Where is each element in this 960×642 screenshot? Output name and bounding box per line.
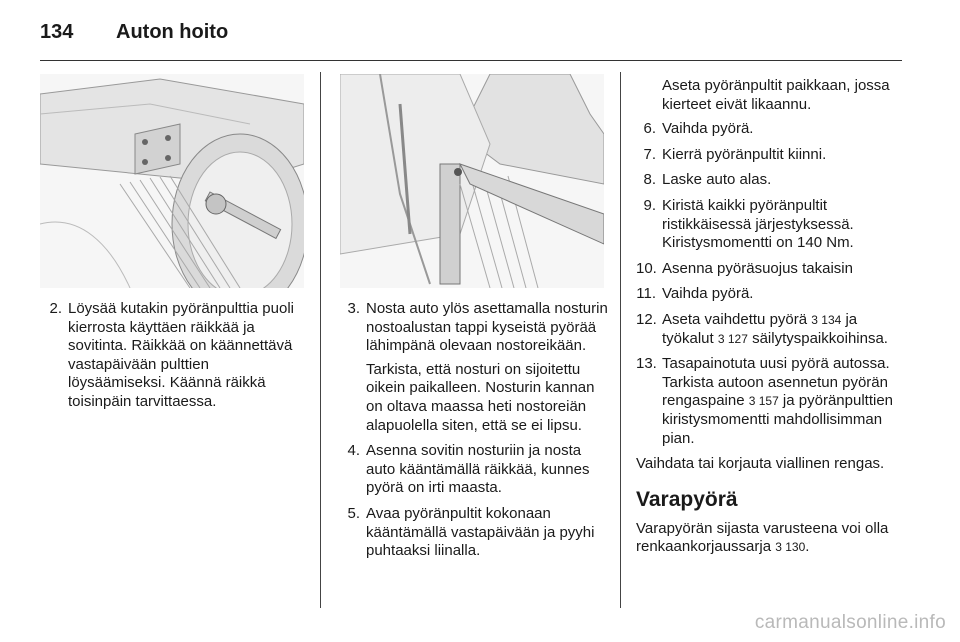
list-item-number: 6. (643, 120, 656, 138)
list-item (340, 505, 608, 561)
list-item (340, 300, 608, 435)
page-reference-link[interactable]: 3 157 (748, 394, 779, 409)
middle-column (340, 300, 608, 568)
page-number: 134 (40, 21, 74, 43)
list-item-number: 10. (636, 259, 657, 277)
wheel-bolts-illustration (40, 74, 304, 288)
list-item-text (662, 311, 904, 348)
list-item (636, 311, 904, 348)
list-item-number: 4. (347, 442, 360, 460)
text-segment: Tasapainotuta uusi pyörä autossa. Tarkista autoon asennetun pyörän rengaspaine (662, 355, 890, 410)
left-column (42, 300, 308, 419)
list-item (340, 442, 608, 498)
text-segment: säilytyspaikkoihinsa. (747, 329, 888, 347)
list-item-continuation (636, 77, 904, 114)
list-item (42, 300, 308, 412)
text-segment: ja pyöränpulttien kiristysmomentti mahdollisimman pian. (662, 392, 894, 447)
text-segment: Aseta vaihdettu pyörä (662, 310, 812, 328)
list-item (636, 355, 904, 448)
column-divider-left (320, 72, 321, 608)
list-item-number: 7. (643, 145, 656, 163)
list-item-number: 11. (636, 285, 656, 303)
list-item-text: Nosta auto ylös asettamalla nosturin nostoalustan tappi kyseistä pyörää lähimpänä olevaan nostoreikään. (366, 300, 608, 355)
list-item (636, 171, 904, 190)
list-item-number: 3. (347, 300, 360, 317)
list-item-text: Laske auto alas. (662, 171, 772, 189)
watermark: carmanualsonline.info (754, 612, 946, 633)
list-item-number: 12. (636, 310, 657, 328)
list-item-text: Vaihda pyörä. (662, 120, 754, 138)
page-title: Auton hoito (116, 21, 229, 43)
column-divider-right (620, 72, 621, 608)
page-reference-link[interactable]: 3 130 (775, 540, 806, 555)
page-reference-link[interactable]: 3 134 (811, 312, 842, 327)
text-segment: . (805, 538, 810, 556)
list-item-text: Kierrä pyöränpultit kiinni. (662, 145, 827, 163)
list-item-text: Asenna pyöräsuojus takaisin (662, 259, 853, 277)
page-header (0, 0, 960, 62)
text-segment: ja työkalut (662, 310, 858, 347)
list-item-number: 13. (636, 355, 657, 373)
list-item-text: Kiristä kaikki pyöränpultit ristikkäisessä järjestyksessä. Kiristysmomentti on 140 Nm. (662, 196, 854, 252)
list-item-text: Asenna sovitin nosturiin ja nosta auto kääntämällä räikkää, kunnes pyörä on irti maasta. (366, 442, 590, 497)
section-heading: Varapyörä (636, 487, 738, 511)
section-text (636, 520, 904, 557)
list-item (636, 146, 904, 165)
list-item (636, 120, 904, 139)
continuation-text: Aseta pyöränpultit paikkaan, jossa kierteet eivät likaannu. (662, 77, 890, 113)
jack-position-illustration (340, 74, 604, 288)
note-text: Vaihdata tai korjauta viallinen rengas. (636, 455, 885, 473)
list-item (636, 260, 904, 279)
page-reference-link[interactable]: 3 127 (717, 331, 748, 346)
list-item-text: Avaa pyöränpultit kokonaan kääntämällä vastapäivään ja pyyhi puhtaaksi liinalla. (366, 504, 595, 560)
text-segment: Varapyörän sijasta varusteena voi olla renkaankorjaussarja (636, 519, 889, 556)
list-item-subparagraph: Tarkista, että nosturi on sijoitettu oikein paikalleen. Nosturin kannan on oltava maassa heti nostoreiän alapuolella siten, että se ei lipsu. (366, 360, 595, 434)
right-column (636, 77, 904, 557)
list-item (636, 285, 904, 304)
list-item-text: Löysää kutakin pyöränpulttia puoli kierrosta käyttäen räikkää ja sovitinta. Räikkää on käännettävä vastapäivään pulttien löysäämiseksi. Käännä räikkä toisinpäin tarvittaessa. (68, 300, 294, 410)
header-divider (40, 60, 902, 61)
list-item (636, 197, 904, 253)
list-item-number: 2. (49, 300, 62, 317)
list-item-number: 5. (347, 504, 360, 522)
list-item-number: 9. (643, 196, 656, 214)
list-item-text: Vaihda pyörä. (662, 285, 754, 303)
list-item-text (662, 355, 904, 448)
list-item-number: 8. (643, 171, 656, 189)
